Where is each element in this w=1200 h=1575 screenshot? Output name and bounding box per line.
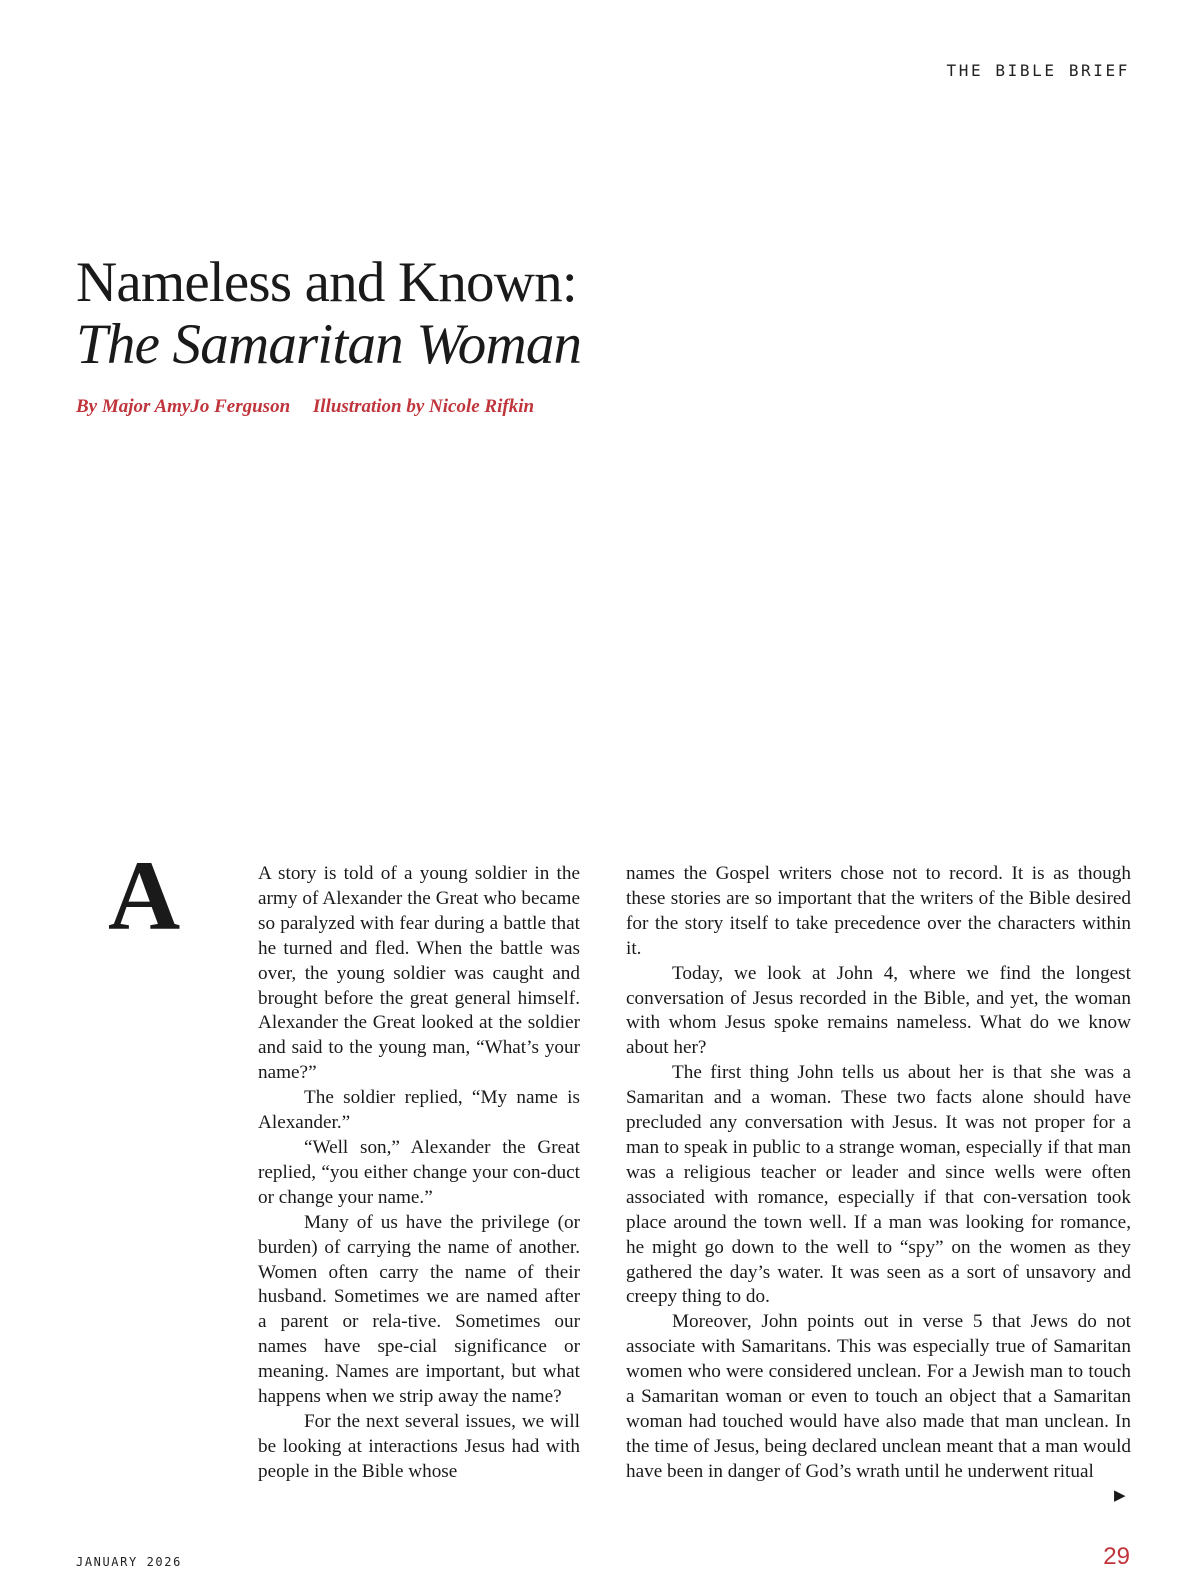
byline	[76, 396, 534, 418]
paragraph: Today, we look at John 4, where we find the longest conversation of Jesus recorded in the Bible, and yet, the woman with whom Jesus spoke remains nameless. What do we know about her?	[626, 962, 1131, 1059]
paragraph: For the next several issues, we will be looking at interactions Jesus had with people in the Bible whose	[258, 1410, 580, 1482]
paragraph: names the Gospel writers chose not to record. It is as though these stories are so important that the writers of the Bible desired for the story itself to take precedence over the characters within it.	[626, 863, 1131, 959]
paragraph: The first thing John tells us about her is that she was a Samaritan and a woman. These two facts alone should have precluded any conversation with Jesus. It was not proper for a man to speak in public to a strange woman, especially if that man was a religious teacher or leader and since wells were often associated with romance, especially if that con-versation took place around the town well. If a man was looking for romance, he might go down to the well to “spy” on the women as they gathered the day’s water. It was seen as a sort of unsavory and creepy thing to do.	[626, 1062, 1131, 1308]
paragraph: Moreover, John points out in verse 5 that Jews do not associate with Samaritans. This was especially true of Samaritan women who were considered unclean. For a Jewish man to touch a Samaritan woman or even to touch an object that a Samaritan woman had touched would have also made that man unclean. In the time of Jesus, being declared unclean meant that a man would have been in danger of God’s wrath until he underwent ritual	[626, 1311, 1131, 1482]
article-title	[76, 252, 776, 376]
author-credit: By Major AmyJo Ferguson	[76, 396, 291, 417]
paragraph: “Well son,” Alexander the Great replied, “you either change your con-duct or change your name.”	[258, 1136, 580, 1208]
illustration-credit: Illustration by Nicole Rifkin	[312, 396, 535, 417]
title-subtitle: The Samaritan Woman	[76, 313, 582, 376]
paragraph: Many of us have the privilege (or burden) of carrying the name of another. Women often carry the name of their husband. Sometimes we are named after a parent or rela-tive. Sometimes our names have spe-cial significance or meaning. Names are important, but what happens when we strip away the name?	[258, 1211, 580, 1408]
title-main: Nameless and Known:	[76, 251, 577, 314]
paragraph: The soldier replied, “My name is Alexander.”	[258, 1087, 580, 1134]
body-column-left	[258, 862, 580, 1485]
body-column-right	[626, 862, 1131, 1485]
running-head: THE BIBLE BRIEF	[946, 61, 1130, 80]
page-number: 29	[1103, 1543, 1130, 1570]
paragraph: A story is told of a young soldier in the army of Alexander the Great who became so paralyzed with fear during a battle that he turned and fled. When the battle was over, the young soldier was caught and brought before the great general himself. Alexander the Great looked at the soldier and said to the young man, “What’s your name?”	[258, 863, 580, 1084]
footer-date: JANUARY 2026	[76, 1555, 182, 1569]
drop-cap: A	[108, 840, 181, 951]
continue-arrow-icon: ▶	[1114, 1486, 1126, 1504]
